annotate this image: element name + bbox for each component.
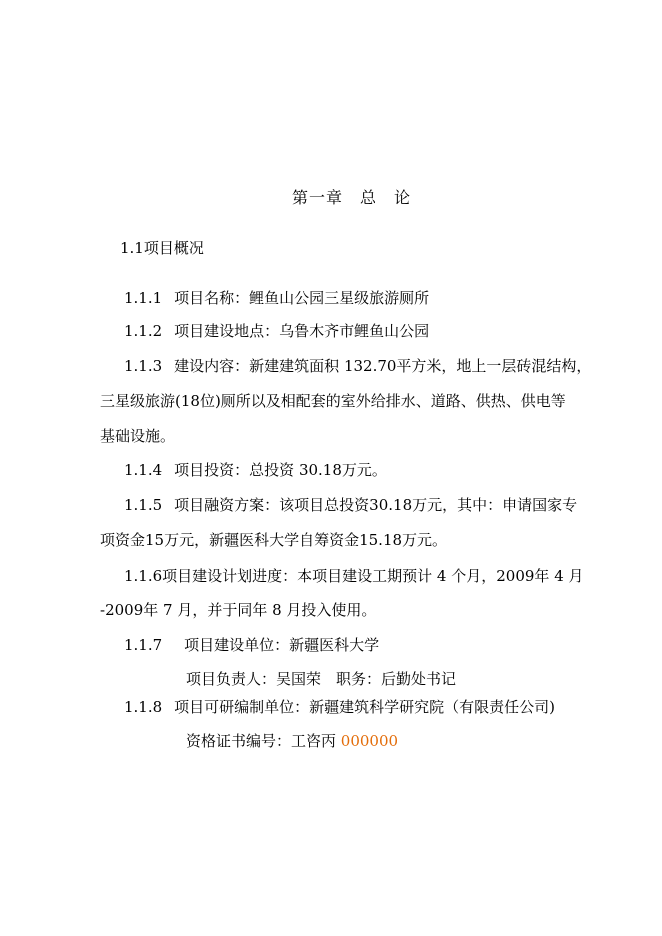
item-number: 1.1.5 xyxy=(124,496,163,514)
item-1-1-3-line-1 xyxy=(124,356,591,376)
item-text: 项目投资：总投资 30.18万元。 xyxy=(174,461,387,479)
item-1-1-8 xyxy=(124,697,555,717)
certificate-number: 000000 xyxy=(340,732,399,750)
item-number: 1.1.2 xyxy=(124,322,163,340)
item-1-1-5-line-2: 项资金15万元，新疆医科大学自筹资金15.18万元。 xyxy=(100,531,448,549)
certificate-line xyxy=(186,731,398,751)
item-number: 1.1.3 xyxy=(124,357,163,375)
item-number: 1.1.4 xyxy=(124,461,163,479)
item-text: 建设内容：新建建筑面积 132.70平方米，地上一层砖混结构， xyxy=(174,357,592,375)
item-text: 项目融资方案：该项目总投资30.18万元，其中：申请国家专 xyxy=(174,496,578,514)
item-1-1-7-responsible: 项目负责人：吴国荣 职务：后勤处书记 xyxy=(186,670,457,688)
item-number: 1.1.8 xyxy=(124,698,163,716)
item-1-1-5-line-1 xyxy=(124,495,577,515)
chapter-title: 第一章 总 论 xyxy=(292,188,412,207)
item-text: 项目名称：鲤鱼山公园三星级旅游厕所 xyxy=(174,289,430,307)
item-1-1-4 xyxy=(124,460,387,480)
item-text: 项目可研编制单位：新疆建筑科学研究院（有限责任公司) xyxy=(174,698,556,716)
item-1-1-1 xyxy=(124,288,429,308)
section-heading: 1.1项目概况 xyxy=(120,239,204,257)
item-1-1-6-line-1: 1.1.6项目建设计划进度：本项目建设工期预计 4 个月，2009年 4 月 xyxy=(124,567,584,585)
certificate-label: 资格证书编号：工咨丙 xyxy=(186,732,341,750)
item-number: 1.1.1 xyxy=(124,289,163,307)
item-1-1-3-line-2: 三星级旅游(18位)厕所以及相配套的室外给排水、道路、供热、供电等 xyxy=(100,392,566,410)
item-1-1-7 xyxy=(124,635,379,655)
item-1-1-2 xyxy=(124,321,429,341)
item-number: 1.1.7 xyxy=(124,636,163,654)
item-text: 项目建设单位：新疆医科大学 xyxy=(184,636,380,654)
item-1-1-6-line-2: -2009年 7 月，并于同年 8 月投入使用。 xyxy=(100,601,377,619)
item-text: 项目建设地点：乌鲁木齐市鲤鱼山公园 xyxy=(174,322,430,340)
item-1-1-3-line-3: 基础设施。 xyxy=(100,427,176,445)
